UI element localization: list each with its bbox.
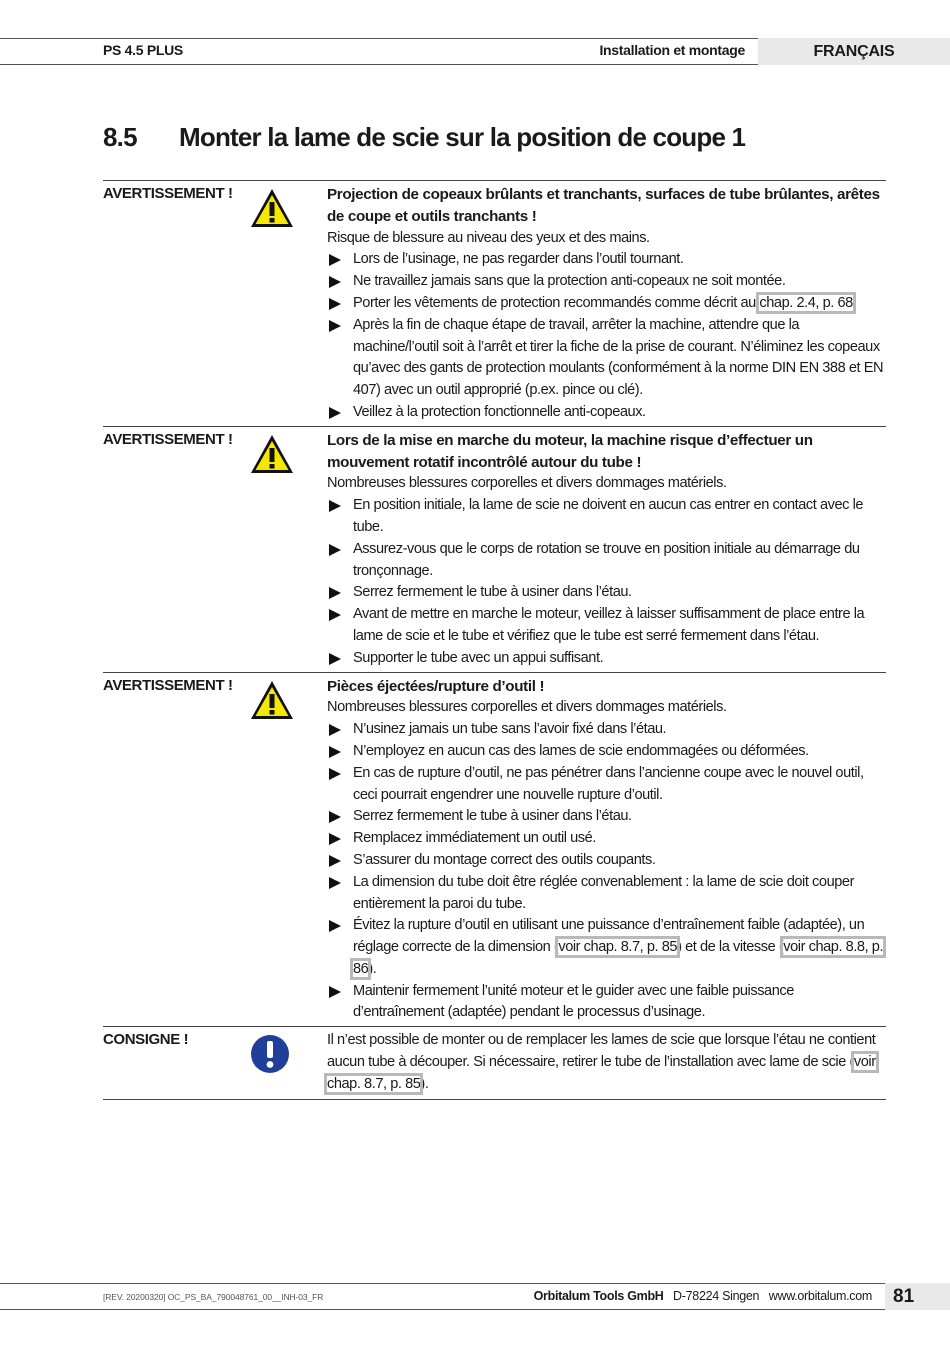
warning-block bbox=[103, 672, 886, 1027]
language-tab: FRANÇAIS bbox=[758, 38, 950, 65]
notice-label: CONSIGNE ! bbox=[103, 1031, 189, 1049]
list-item: Serrez fermement le tube à usiner dans l’étau. bbox=[327, 582, 886, 604]
warning-triangle-icon bbox=[249, 679, 295, 721]
product-name: PS 4.5 PLUS bbox=[103, 42, 183, 58]
notice-exclamation-icon bbox=[249, 1033, 291, 1075]
warning-intro: Nombreuses blessures corporelles et divers dommages matériels. bbox=[327, 699, 727, 716]
warning-intro: Risque de blessure au niveau des yeux et des mains. bbox=[327, 229, 650, 246]
section-heading bbox=[103, 122, 745, 153]
list-item: S’assurer du montage correct des outils coupants. bbox=[327, 850, 886, 872]
notice-block: CONSIGNE ! Il n’est possible de monter ou de remplacer les lames de scie que lorsque l’étau ne contient aucun tube à découper. Si nécessaire, retirer le tube de l’installation avec lame de scie (voir chap. 8.7, p. 85). bbox=[103, 1026, 886, 1099]
list-item: Évitez la rupture d’outil en utilisant une puissance d’entraînement faible (adaptée), un réglage correcte de la dimension (voir chap. 8.7, p. 85) et de la vitesse (voir chap. 8.8, p. 86). bbox=[327, 915, 886, 980]
warning-label: AVERTISSEMENT ! bbox=[103, 430, 233, 448]
list-item: Lors de l’usinage, ne pas regarder dans l’outil tournant. bbox=[327, 249, 886, 271]
warning-intro: Nombreuses blessures corporelles et divers dommages matériels. bbox=[327, 475, 727, 492]
list-item: Après la fin de chaque étape de travail, arrêter la machine, attendre que la machine/l’outil soit à l’arrêt et tirer la fiche de la prise de courant. N’éliminez les copeaux qu’avec des gants de protection moulants (conformément à la norme DIN EN 388 et EN 407) avec un outil approprié (p.ex. pince ou clé). bbox=[327, 315, 886, 402]
warning-label: AVERTISSEMENT ! bbox=[103, 676, 233, 694]
list-item: Assurez-vous que le corps de rotation se trouve en position initiale au démarrage du tronçonnage. bbox=[327, 539, 886, 583]
warning-title: Projection de copeaux brûlants et tranchants, surfaces de tube brûlantes, arêtes de coupe et outils tranchants ! bbox=[327, 186, 880, 225]
list-item: Avant de mettre en marche le moteur, veillez à laisser suffisamment de place entre la lame de scie et le tube et vérifiez que le tube est serré fermement dans l’étau. bbox=[327, 604, 886, 648]
section-name: Installation et montage bbox=[599, 42, 745, 58]
notice-text: Il n’est possible de monter ou de remplacer les lames de scie que lorsque l’étau ne contient aucun tube à découper. Si nécessaire, retirer le tube de l’installation avec lame de scie ( bbox=[327, 1032, 876, 1071]
list-item: En cas de rupture d’outil, ne pas pénétrer dans l’ancienne coupe avec le nouvel outil, ceci pourrait engendrer une nouvelle rupture d’outil. bbox=[327, 763, 886, 807]
list-item: La dimension du tube doit être réglée convenablement : la lame de scie doit couper entièrement la paroi du tube. bbox=[327, 872, 886, 916]
company-info: Orbitalum Tools GmbH D-78224 Singen www.orbitalum.com bbox=[533, 1289, 872, 1303]
list-item: N’usinez jamais un tube sans l’avoir fixé dans l’étau. bbox=[327, 719, 886, 741]
revision-code: [REV. 20200320] OC_PS_BA_790048761_00__INH-03_FR bbox=[103, 1292, 324, 1302]
safety-notices-table bbox=[103, 180, 886, 1100]
list-item: Porter les vêtements de protection recommandés comme décrit au chap. 2.4, p. 68 bbox=[327, 293, 886, 315]
warning-label: AVERTISSEMENT ! bbox=[103, 185, 233, 202]
list-item: Remplacez immédiatement un outil usé. bbox=[327, 828, 886, 850]
warning-title: Pièces éjectées/rupture d’outil ! bbox=[327, 677, 545, 695]
list-item: En position initiale, la lame de scie ne doivent en aucun cas entrer en contact avec le tube. bbox=[327, 495, 886, 539]
warning-triangle-icon bbox=[249, 187, 295, 229]
cross-reference-link[interactable]: voir chap. 8.7, p. 85 bbox=[558, 939, 678, 956]
list-item: Serrez fermement le tube à usiner dans l’étau. bbox=[327, 806, 886, 828]
cross-reference-link[interactable]: voir chap. 8.7, p. 85 bbox=[327, 1054, 876, 1092]
website-link[interactable]: www.orbitalum.com bbox=[768, 1289, 872, 1303]
cross-reference-link[interactable]: chap. 2.4, p. 68 bbox=[759, 294, 853, 311]
warning-block bbox=[103, 426, 886, 672]
list-item: Ne travaillez jamais sans que la protection anti-copeaux ne soit montée. bbox=[327, 271, 886, 293]
page-header bbox=[0, 38, 950, 64]
warning-title: Lors de la mise en marche du moteur, la machine risque d’effectuer un mouvement rotatif incontrôlé autour du tube ! bbox=[327, 431, 813, 471]
warning-block bbox=[103, 180, 886, 426]
section-number: 8.5 bbox=[103, 122, 137, 152]
page-footer bbox=[0, 1283, 950, 1310]
list-item: Maintenir fermement l’unité moteur et le guider avec une faible puissance d’entraînement (adaptée) pendant le processus d’usinage. bbox=[327, 981, 886, 1025]
page-number: 81 bbox=[885, 1283, 950, 1310]
list-item: N’employez en aucun cas des lames de scie endommagées ou déformées. bbox=[327, 741, 886, 763]
list-item: Veillez à la protection fonctionnelle anti-copeaux. bbox=[327, 402, 886, 424]
cross-reference-link[interactable]: voir chap. 8.8, p. 86 bbox=[353, 939, 884, 977]
warning-triangle-icon bbox=[249, 433, 295, 475]
list-item: Supporter le tube avec un appui suffisant. bbox=[327, 648, 886, 670]
section-title: Monter la lame de scie sur la position de coupe 1 bbox=[179, 122, 746, 152]
